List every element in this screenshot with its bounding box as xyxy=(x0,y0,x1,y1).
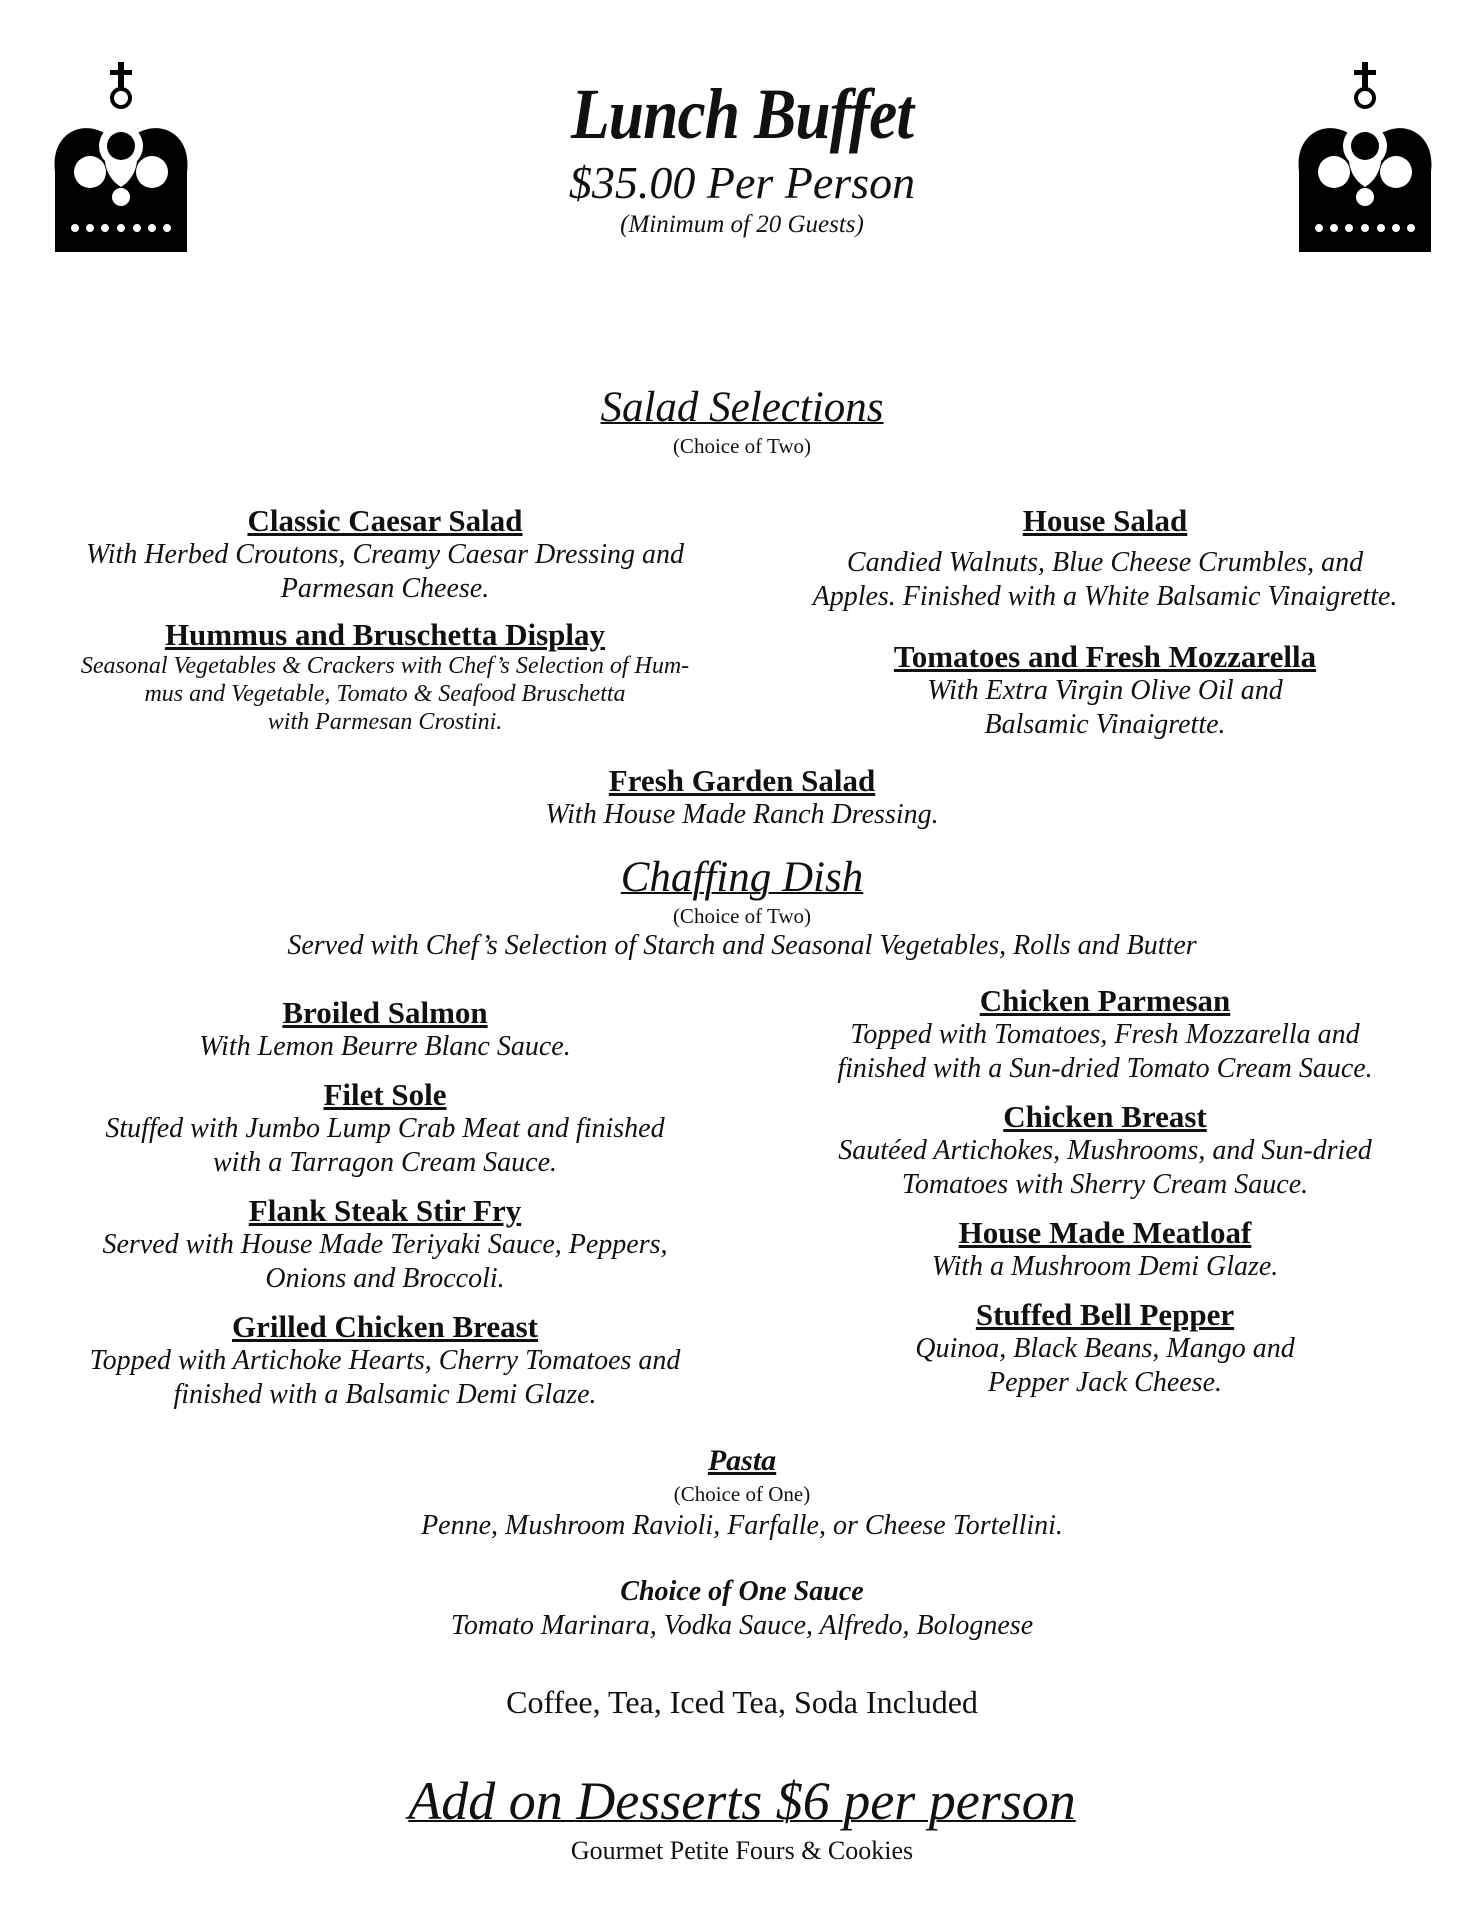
pasta-choice-note: (Choice of One) xyxy=(673,1482,811,1506)
item-desc: Onions and Broccoli. xyxy=(265,1263,505,1295)
chafing-section-title: Chaffing Dish xyxy=(620,854,864,901)
salad-item xyxy=(780,504,1430,614)
item-name: Tomatoes and Fresh Mozzarella xyxy=(893,639,1317,674)
entree-item xyxy=(780,984,1430,1086)
item-desc: Tomatoes with Sherry Cream Sauce. xyxy=(901,1169,1309,1201)
item-desc: Candied Walnuts, Blue Cheese Crumbles, and xyxy=(846,547,1364,579)
salad-item xyxy=(60,618,710,736)
item-name: Flank Steak Stir Fry xyxy=(248,1193,522,1228)
item-name: Chicken Parmesan xyxy=(979,983,1231,1018)
item-name: House Salad xyxy=(1022,503,1188,538)
sauce-title: Choice of One Sauce xyxy=(620,1576,864,1607)
item-name: Chicken Breast xyxy=(1003,1099,1207,1134)
dessert-desc: Gourmet Petite Fours & Cookies xyxy=(570,1836,914,1865)
item-desc: Quinoa, Black Beans, Mango and xyxy=(915,1333,1295,1365)
item-desc: With a Mushroom Demi Glaze. xyxy=(931,1251,1279,1283)
item-desc: Seasonal Vegetables & Crackers with Chef’s Selection of Hum- xyxy=(80,653,690,680)
item-desc: with Parmesan Crostini. xyxy=(267,709,503,736)
entree-item xyxy=(780,1216,1430,1284)
salad-choice-note: (Choice of Two) xyxy=(672,434,812,458)
entree-item xyxy=(60,1310,710,1412)
chafing-choice-note: (Choice of Two) xyxy=(672,904,812,928)
item-name: Fresh Garden Salad xyxy=(608,763,876,798)
item-desc: With Lemon Beurre Blanc Sauce. xyxy=(199,1031,571,1063)
pasta-section-title: Pasta xyxy=(707,1444,777,1477)
item-name: Classic Caesar Salad xyxy=(247,503,523,538)
entree-item xyxy=(780,1100,1430,1202)
price-per-person: $35.00 Per Person xyxy=(568,157,916,208)
entree-item xyxy=(60,996,710,1064)
salad-item xyxy=(780,640,1430,742)
entree-item xyxy=(60,1194,710,1296)
item-desc: finished with a Balsamic Demi Glaze. xyxy=(173,1379,597,1411)
salad-section-title: Salad Selections xyxy=(600,384,884,431)
salad-item xyxy=(60,504,710,606)
item-desc: Topped with Artichoke Hearts, Cherry Tomatoes and xyxy=(89,1345,681,1377)
item-desc: Apples. Finished with a White Balsamic Vinaigrette. xyxy=(812,581,1398,613)
item-name: Grilled Chicken Breast xyxy=(232,1309,538,1344)
item-desc: With House Made Ranch Dressing. xyxy=(545,799,939,831)
item-desc: with a Tarragon Cream Sauce. xyxy=(212,1147,558,1179)
item-name: Filet Sole xyxy=(323,1077,447,1112)
item-desc: Parmesan Cheese. xyxy=(280,573,490,605)
item-name: House Made Meatloaf xyxy=(958,1215,1252,1250)
drinks-included: Coffee, Tea, Iced Tea, Soda Included xyxy=(506,1684,978,1720)
salad-item xyxy=(342,764,1142,832)
item-desc: Sautéed Artichokes, Mushrooms, and Sun-dried xyxy=(838,1135,1372,1167)
item-desc: Balsamic Vinaigrette. xyxy=(984,709,1226,741)
item-desc: Pepper Jack Cheese. xyxy=(988,1367,1222,1399)
item-name: Broiled Salmon xyxy=(282,995,488,1030)
pasta-options: Penne, Mushroom Ravioli, Farfalle, or Cheese Tortellini. xyxy=(421,1510,1063,1541)
entree-item xyxy=(780,1298,1430,1400)
chafing-serve-note: Served with Chef’s Selection of Starch and Seasonal Vegetables, Rolls and Butter xyxy=(287,930,1197,961)
item-desc: Topped with Tomatoes, Fresh Mozzarella and xyxy=(850,1019,1360,1051)
item-desc: Stuffed with Jumbo Lump Crab Meat and finished xyxy=(105,1113,665,1145)
minimum-guests: (Minimum of 20 Guests) xyxy=(620,211,864,238)
item-desc: finished with a Sun-dried Tomato Cream Sauce. xyxy=(837,1053,1373,1085)
item-name: Stuffed Bell Pepper xyxy=(975,1297,1235,1332)
item-desc: With Extra Virgin Olive Oil and xyxy=(927,675,1283,707)
page-title: Lunch Buffet xyxy=(570,74,914,154)
sauce-options: Tomato Marinara, Vodka Sauce, Alfredo, Bolognese xyxy=(450,1610,1034,1641)
item-desc: mus and Vegetable, Tomato & Seafood Bruschetta xyxy=(144,681,626,708)
item-desc: With Herbed Croutons, Creamy Caesar Dressing and xyxy=(85,539,685,571)
dessert-title: Add on Desserts $6 per person xyxy=(408,1771,1076,1831)
item-name: Hummus and Bruschetta Display xyxy=(164,617,606,652)
item-desc: Served with House Made Teriyaki Sauce, Peppers, xyxy=(102,1229,668,1261)
entree-item xyxy=(60,1078,710,1180)
